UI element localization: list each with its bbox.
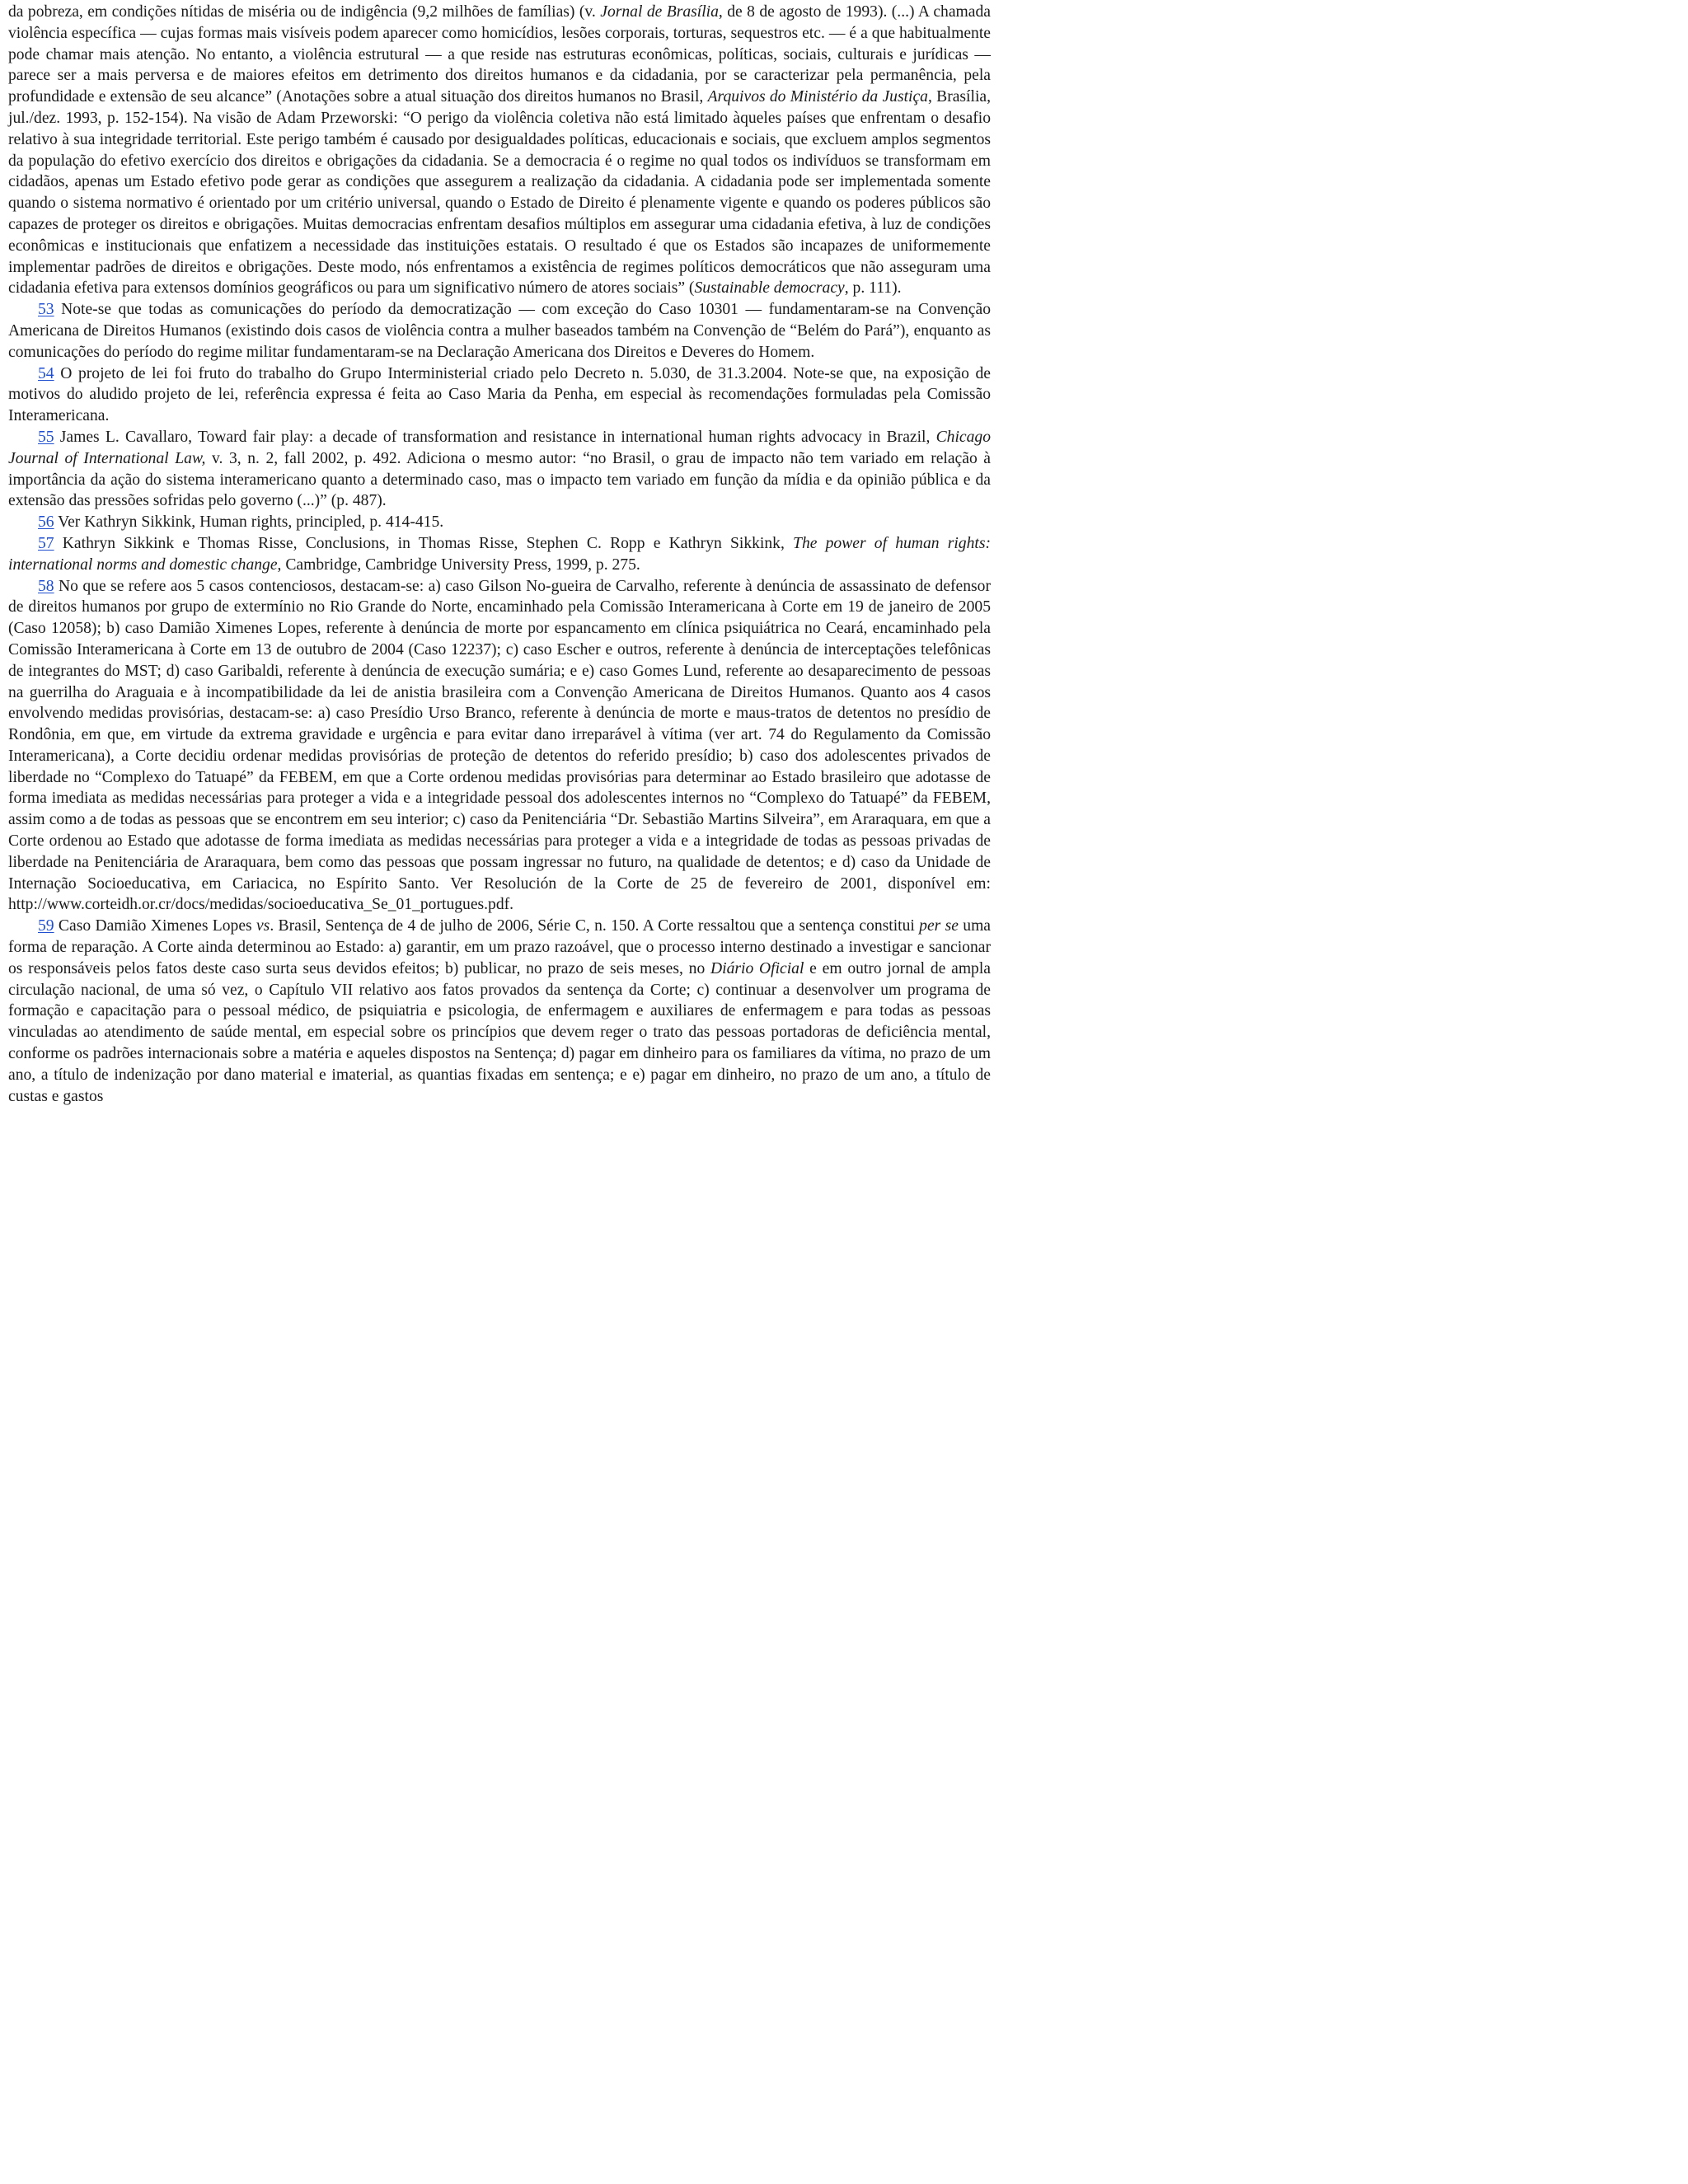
text-run: , Brasília, jul./dez. 1993, p. 152-154). Na visão de Adam Przeworski: “O perigo da violência coletiva não está limitado àqueles países que enfrentam o desafio relativo à sua integridade territorial. Este perigo também é causado por desigualdades políticas, educacionais e sociais, que excluem amplos segmentos da população do efetivo exercício dos direitos e obrigações da cidadania. Se a democracia é o regime no qual todos os indivíduos se transformam em cidadãos, apenas um Estado efetivo pode gerar as condições que assegurem a realização da cidadania. A cidadania pode ser implementada somente quando o sistema normativo é orientado por um critério universal, quando o Estado de Direito é plenamente vigente e quando os poderes públicos são capazes de proteger os direitos e obrigações. Muitas democracias enfrentam desafios múltiplos em assegurar uma cidadania efetiva, à luz de condições econômicas e institucionais que enfatizem a necessidade das instituições estatais. O resultado é que os Estados são incapazes de uniformemente implementar padrões de direitos e obrigações. Deste modo, nós enfrentamos a existência de regimes políticos democráticos que não asseguram uma cidadania efetiva para extensos domínios geográficos ou para um significativo número de atores sociais” ( (8, 88, 991, 298)
text-run: James L. Cavallaro, Toward fair play: a decade of transformation and resistance in international human rights advocacy in Brazil, (54, 428, 936, 446)
italic-text: Jornal de Brasília (600, 3, 719, 21)
footnote-59 (8, 916, 991, 1107)
italic-text: Chicago Journal of International Law, (8, 428, 991, 467)
footnote-link-58[interactable]: 58 (38, 577, 54, 595)
italic-text: vs (256, 917, 270, 935)
italic-text: per se (919, 917, 959, 935)
text-run: Note-se que todas as comunicações do período da democratização — com exceção do Caso 10301 — fundamentaram-se na Convenção Americana de Direitos Humanos (existindo dois casos de violência contra a mulher baseados também na Convenção de “Belém do Pará”), enquanto as comunicações do período do regime militar fundamentaram-se na Declaração Americana dos Direitos e Deveres do Homem. (8, 301, 991, 361)
continuation-paragraph (8, 2, 991, 299)
footnote-57 (8, 533, 991, 576)
text-run: Ver Kathryn Sikkink, Human rights, principled, p. 414-415. (54, 513, 444, 532)
text-run: uma forma de reparação. A Corte ainda determinou ao Estado: a) garantir, em um prazo razoável, que o processo interno destinado a investigar e sancionar os responsáveis pelos fatos deste caso surta seus devidos efeitos; b) publicar, no prazo de seis meses, no (8, 917, 992, 977)
footnote-link-55[interactable]: 55 (38, 428, 54, 446)
text-run: , p. 111). (844, 279, 902, 298)
footnotes-list (8, 299, 991, 1107)
footnote-link-57[interactable]: 57 (38, 534, 54, 552)
footnote-link-59[interactable]: 59 (38, 917, 54, 935)
text-run: Caso Damião Ximenes Lopes (54, 917, 256, 935)
footnote-53 (8, 299, 991, 363)
text-run: , de 8 de agosto de 1993). (...) A chamada violência específica — cujas formas mais visíveis podem aparecer como homicídios, lesões corporais, torturas, sequestros etc. — é a que habitualmente pode chamar mais atenção. No entanto, a violência estrutural — a que reside nas estruturas econômicas, políticas, sociais, culturais e jurídicas — parece ser a mais perversa e de maiores efeitos em detrimento dos direitos humanos e da cidadania, por se caracterizar pela permanência, pela profundidade e extensão de seu alcance” (Anotações sobre a atual situação dos direitos humanos no Brasil, (8, 3, 991, 106)
text-run: v. 3, n. 2, fall 2002, p. 492. Adiciona o mesmo autor: “no Brasil, o grau de impacto não tem variado em relação à importância da ação do sistema interamericano quanto a determinado caso, mas o impacto tem variado em função da mídia e da opinião pública e da extensão das pressões sofridas pelo governo (...)” (p. 487). (8, 449, 991, 510)
document-page (8, 2, 991, 1107)
footnote-link-53[interactable]: 53 (38, 301, 54, 319)
text-run: . Brasil, Sentença de 4 de julho de 2006, Série C, n. 150. A Corte ressaltou que a sentença constitui (270, 917, 920, 935)
italic-text: Sustainable democracy (694, 279, 845, 298)
text-run: No que se refere aos 5 casos contenciosos, destacam-se: a) caso Gilson No-gueira de Carvalho, referente à denúncia de assassinato de defensor de direitos humanos por grupo de extermínio no Rio Grande do Norte, encaminhado pela Comissão Interamericana à Corte em 19 de janeiro de 2005 (Caso 12058); b) caso Damião Ximenes Lopes, referente à denúncia de morte por espancamento em clínica psiquiátrica no Ceará, encaminhado pela Comissão Interamericana à Corte em 13 de outubro de 2004 (Caso 12237); c) caso Escher e outros, referente à denúncia de interceptações telefônicas de integrantes do MST; d) caso Garibaldi, referente à denúncia de execução sumária; e e) caso Gomes Lund, referente ao desaparecimento de pessoas na guerrilha do Araguaia e à incompatibilidade da lei de anistia brasileira com a Convenção Americana de Direitos Humanos. Quanto aos 4 casos envolvendo medidas provisórias, destacam-se: a) caso Presídio Urso Branco, referente à denúncia de morte e maus-tratos de detentos no presídio de Rondônia, em que, em virtude da extrema gravidade e urgência e para evitar dano irreparável à vítima (ver art. 74 do Regulamento da Comissão Interamericana), a Corte decidiu ordenar medidas provisórias de proteção de detentos do referido presídio; b) caso dos adolescentes privados de liberdade no “Complexo do Tatuapé” da FEBEM, em que a Corte ordenou medidas provisórias para determinar ao Estado brasileiro que adotasse de forma imediata as medidas necessárias para proteger a vida e a integridade pessoal dos adolescentes internos no “Complexo do Tatuapé” da FEBEM, assim como a de todas as pessoas que se encontrem em seu interior; c) caso da Penitenciária “Dr. Sebastião Martins Silveira”, em Araraquara, em que a Corte ordenou ao Estado que adotasse de forma imediata as medidas necessárias para proteger a vida e a integridade de todas as pessoas privadas de liberdade na Penitenciária de Araraquara, bem como das pessoas que possam ingressar no futuro, na qualidade de detentos; e d) caso da Unidade de Internação Socioeducativa, em Cariacica, no Espírito Santo. Ver Resolución de la Corte de 25 de fevereiro de 2001, disponível em: http://www.corteidh.or.cr/docs/medidas/socioeducativa_Se_01_portugues.pdf. (8, 577, 991, 914)
footnote-58 (8, 576, 991, 916)
footnote-link-54[interactable]: 54 (38, 364, 54, 382)
italic-text: The power of human rights: international norms and domestic change (8, 534, 991, 574)
text-run: Kathryn Sikkink e Thomas Risse, Conclusions, in Thomas Risse, Stephen C. Ropp e Kathryn Sikkink, (54, 534, 794, 552)
footnote-55 (8, 427, 991, 512)
text-run: e em outro jornal de ampla circulação nacional, de uma só vez, o Capítulo VII relativo aos fatos provados da sentença da Corte; c) continuar a desenvolver um programa de formação e capacitação para o pessoal médico, de psiquiatria e psicologia, de enfermagem e auxiliares de enfermagem e para todas as pessoas vinculadas ao atendimento de saúde mental, em especial sobre os princípios que devem reger o trato das pessoas portadoras de deficiência mental, conforme os padrões internacionais sobre a matéria e aqueles dispostos na Sentença; d) pagar em dinheiro para os familiares da vítima, no prazo de um ano, a título de indenização por dano material e imaterial, as quantias fixadas em sentença; e e) pagar em dinheiro, no prazo de um ano, a título de custas e gastos (8, 959, 991, 1105)
text-run: , Cambridge, Cambridge University Press, 1999, p. 275. (277, 555, 640, 574)
text-run: da pobreza, em condições nítidas de miséria ou de indigência (9,2 milhões de famílias) (v. (8, 3, 601, 21)
footnote-link-56[interactable]: 56 (38, 513, 54, 532)
italic-text: Diário Oficial (710, 959, 804, 977)
text-run: O projeto de lei foi fruto do trabalho do Grupo Interministerial criado pelo Decreto n. 5.030, de 31.3.2004. Note-se que, na exposição de motivos do aludido projeto de lei, referência expressa é feita ao Caso Maria da Penha, em especial às recomendações formuladas pela Comissão Interamericana. (8, 364, 991, 425)
footnote-54 (8, 363, 991, 427)
footnote-56 (8, 512, 991, 533)
italic-text: Arquivos do Ministério da Justiça (707, 88, 928, 106)
